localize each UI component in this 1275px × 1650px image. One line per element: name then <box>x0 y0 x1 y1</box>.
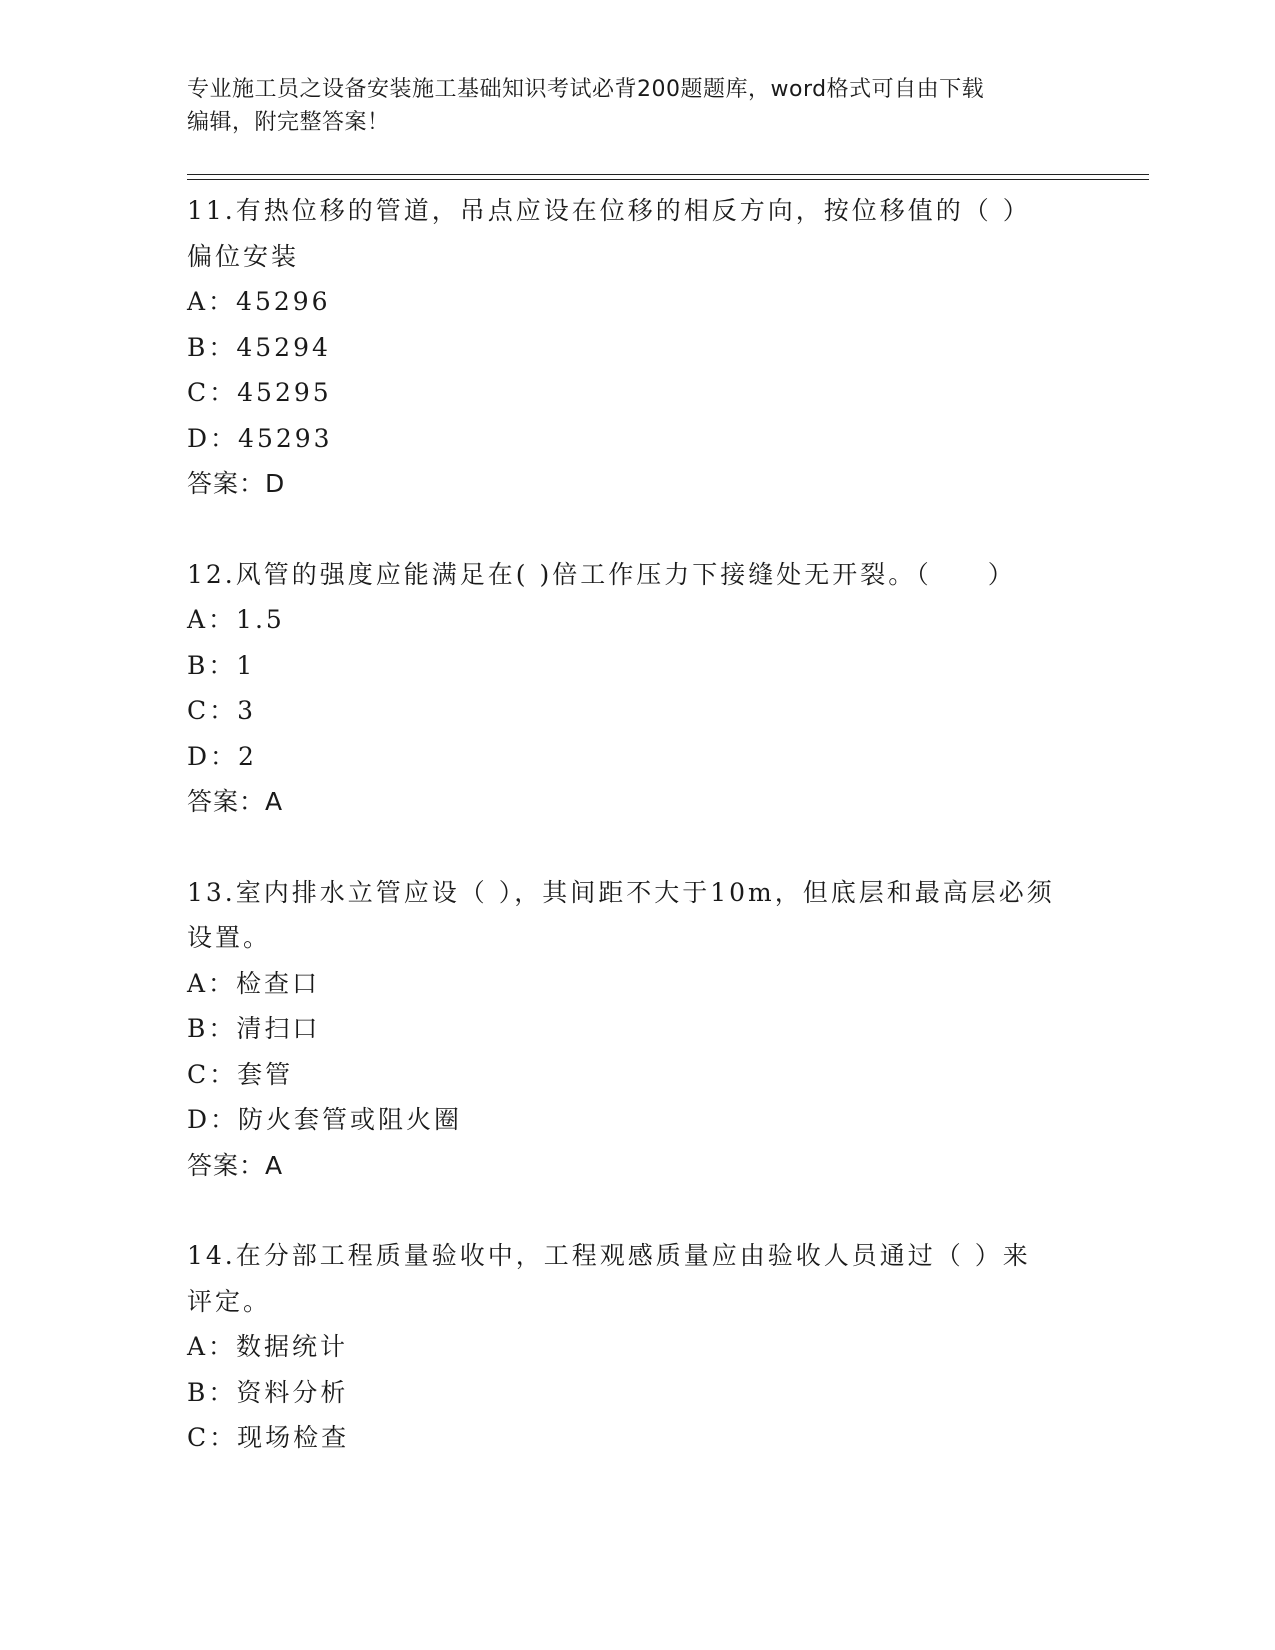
option-c: C：45295 <box>187 378 332 407</box>
option-a: A：1.5 <box>187 605 285 634</box>
option-d: D：2 <box>187 741 257 771</box>
option-c: C：套管 <box>187 1059 294 1089</box>
option-b: B：45294 <box>187 332 331 362</box>
document-header <box>187 73 1087 139</box>
answer-line: 答案：D <box>187 469 286 498</box>
question-text-line: 评定。 <box>187 1286 272 1316</box>
question-12 <box>187 552 1087 825</box>
option-b: B：资料分析 <box>187 1377 349 1407</box>
option-a: A：检查口 <box>187 968 321 998</box>
question-text-line: 11.有热位移的管道，吊点应设在位移的相反方向，按位移值的（ ） <box>187 196 1031 225</box>
question-list <box>187 188 1087 1506</box>
option-a: A：45296 <box>187 287 331 316</box>
header-divider-bottom <box>187 179 1149 180</box>
option-b: B：清扫口 <box>187 1014 321 1043</box>
header-divider-top <box>187 174 1149 175</box>
option-c: C：现场检查 <box>187 1423 350 1452</box>
option-b: B：1 <box>187 650 256 680</box>
answer-line: 答案：A <box>187 1150 284 1180</box>
question-13 <box>187 870 1087 1189</box>
question-text-line: 12.风管的强度应能满足在( )倍工作压力下接缝处无开裂。（ ） <box>187 559 1016 589</box>
answer-line: 答案：A <box>187 787 284 816</box>
option-c: C：3 <box>187 696 257 725</box>
question-text-line: 14.在分部工程质量验收中，工程观感质量应由验收人员通过（ ）来 <box>187 1241 1031 1270</box>
question-14 <box>187 1233 1087 1461</box>
header-title-line-1: 专业施工员之设备安装施工基础知识考试必背200题题库，word格式可自由下载 <box>187 77 985 102</box>
option-d: D：45293 <box>187 423 333 453</box>
header-title-line-2: 编辑，附完整答案！ <box>187 110 390 135</box>
question-text-line: 13.室内排水立管应设（ ），其间距不大于10m，但底层和最高层必须 <box>187 877 1055 907</box>
question-text-line: 偏位安装 <box>187 241 300 271</box>
option-d: D：防火套管或阻火圈 <box>187 1105 463 1134</box>
option-a: A：数据统计 <box>187 1332 349 1361</box>
question-11 <box>187 188 1087 507</box>
question-text-line: 设置。 <box>187 923 272 952</box>
